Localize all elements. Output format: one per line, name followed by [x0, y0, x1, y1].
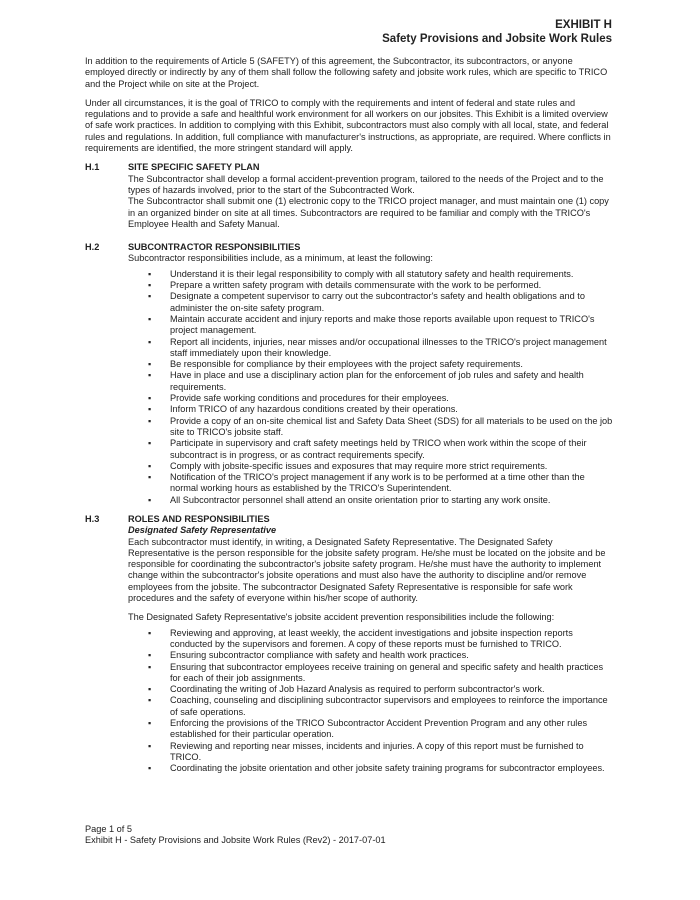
section-subheading: Designated Safety Representative — [128, 525, 277, 536]
section-h3 — [85, 514, 615, 775]
list-item: ▪ Inform TRICO of any hazardous conditions created by their operations. — [170, 404, 615, 415]
list-item: ▪ Provide a copy of an on-site chemical list and Safety Data Sheet (SDS) for all materials to be used on the job site to TRICO's jobsite staff. — [170, 416, 615, 439]
list-item: ▪ Have in place and use a disciplinary action plan for the enforcement of job rules and safety and health requirements. — [170, 370, 615, 393]
section-body — [128, 242, 615, 506]
section-title: SITE SPECIFIC SAFETY PLAN — [128, 162, 260, 173]
list-item: ▪ Reviewing and reporting near misses, incidents and injuries. A copy of this report must be furnished to TRICO. — [170, 741, 615, 764]
list-item: ▪ Participate in supervisory and craft safety meetings held by TRICO when work within the scope of their subcontract is in progress, or as contract requirements specify. — [170, 438, 615, 461]
section-number: H.3 — [85, 513, 100, 524]
section-number: H.2 — [85, 242, 100, 253]
section-body — [128, 162, 615, 230]
list-item: ▪ All Subcontractor personnel shall attend an onsite orientation prior to starting any work onsite. — [170, 495, 615, 506]
intro-paragraph-1: In addition to the requirements of Article 5 (SAFETY) of this agreement, the Subcontractor, its subcontractors, or anyone employed directly or indirectly by any of them shall follow the following safety and jobsite work rules, which are specific to TRICO and the Project while on site at the Project. — [85, 56, 608, 89]
list-item: ▪ Ensuring subcontractor compliance with safety and health work practices. — [170, 650, 615, 661]
section-lead: The Designated Safety Representative's jobsite accident prevention responsibilities include the following: — [128, 612, 555, 623]
list-item: ▪ Reviewing and approving, at least weekly, the accident investigations and jobsite inspection reports conducted by the supervisors and foremen. A copy of these reports must be furnished to TRICO. — [170, 628, 615, 651]
section-paragraph: The Subcontractor shall develop a formal accident-prevention program, tailored to the needs of the Project and to the types of hazards involved, prior to the start of the Subcontracted Work. — [128, 173, 604, 195]
section-h1 — [85, 162, 615, 230]
section-title: SUBCONTRACTOR RESPONSIBILITIES — [128, 242, 301, 253]
section-title: ROLES AND RESPONSIBILITIES — [128, 513, 270, 524]
section-body — [128, 514, 615, 525]
list-item: ▪ Report all incidents, injuries, near misses and/or occupational illnesses to the TRICO's project management staff immediately upon their knowledge. — [170, 337, 615, 360]
intro-paragraph-2: Under all circumstances, it is the goal of TRICO to comply with the requirements and intent of federal and state rules and regulations and to provide a safe and healthful work environment for all workers on our jobsites. This Exhibit is a limited overview of safe work practices. In addition to complying with this Exhibit, subcontractors must also comply with all local, state, and federal rules and regulations. In addition, full compliance with manufacturer's instructions, as appropriate, are required. Where conflicts in requirements are identified, the more stringent standard will apply. — [85, 97, 611, 154]
responsibility-list — [85, 628, 615, 775]
list-item: ▪ Ensuring that subcontractor employees receive training on general and specific safety and health practices for each of their job assignments. — [170, 662, 615, 685]
exhibit-subtitle: Safety Provisions and Jobsite Work Rules — [382, 33, 612, 45]
page-number: Page 1 of 5 — [85, 824, 132, 834]
list-item: ▪ Coordinating the jobsite orientation and other jobsite safety training programs for subcontractor employees. — [170, 763, 615, 774]
list-item: ▪ Notification of the TRICO's project management if any work is to be performed at a time other than the normal working hours as established by the TRICO's Superintendent. — [170, 472, 615, 495]
list-item: ▪ Coaching, counseling and disciplining subcontractor supervisors and employees to reinforce the importance of safe operations. — [170, 695, 615, 718]
section-h2 — [85, 242, 615, 506]
section-number: H.1 — [85, 162, 100, 173]
list-item: ▪ Designate a competent supervisor to carry out the subcontractor's safety and health obligations and to administer the on-site safety program. — [170, 291, 615, 314]
list-item: ▪ Be responsible for compliance by their employees with the project safety requirements. — [170, 359, 615, 370]
list-item: ▪ Maintain accurate accident and injury reports and make those reports available upon request to TRICO's project management. — [170, 314, 615, 337]
exhibit-header — [382, 18, 612, 46]
responsibility-list — [128, 269, 615, 506]
section-lead: Subcontractor responsibilities include, as a minimum, at least the following: — [128, 253, 433, 264]
list-item: ▪ Provide safe working conditions and procedures for their employees. — [170, 393, 615, 404]
list-item: ▪ Prepare a written safety program with details commensurate with the work to be performed. — [170, 280, 615, 291]
list-item: ▪ Enforcing the provisions of the TRICO Subcontractor Accident Prevention Program and any other rules established for their particular operation. — [170, 718, 615, 741]
document-reference: Exhibit H - Safety Provisions and Jobsite Work Rules (Rev2) - 2017-07-01 — [85, 835, 386, 846]
section-paragraph: The Subcontractor shall submit one (1) electronic copy to the TRICO project manager, and must maintain one (1) copy in an organized binder on site at all times. Subcontractors are required to be familiar and comply with the TRICO's Employee Health and Safety Manual. — [128, 196, 609, 229]
exhibit-title: EXHIBIT H — [555, 19, 612, 31]
section-paragraph: Each subcontractor must identify, in writing, a Designated Safety Representative. The Designated Safety Representative is the person responsible for the jobsite safety program. He/she must be located on the jobsite and be responsible for coordinating the subcontractor's jobsite safety program. He/she must have the authority to implement change within the subcontractor's jobsite operations and must also have the authority to discipline and/or remove employees from the jobsite. The subcontractor Designated Safety Representative is responsible for safe work procedures and the safety of everyone within his/her scope of authority. — [128, 536, 606, 604]
list-item: ▪ Coordinating the writing of Job Hazard Analysis as required to perform subcontractor's work. — [170, 684, 615, 695]
document-body — [85, 56, 615, 781]
list-item: ▪ Understand it is their legal responsibility to comply with all statutory safety and health requirements. — [170, 269, 615, 280]
list-item: ▪ Comply with jobsite-specific issues and exposures that may require more strict requirements. — [170, 461, 615, 472]
page-footer — [85, 824, 386, 847]
